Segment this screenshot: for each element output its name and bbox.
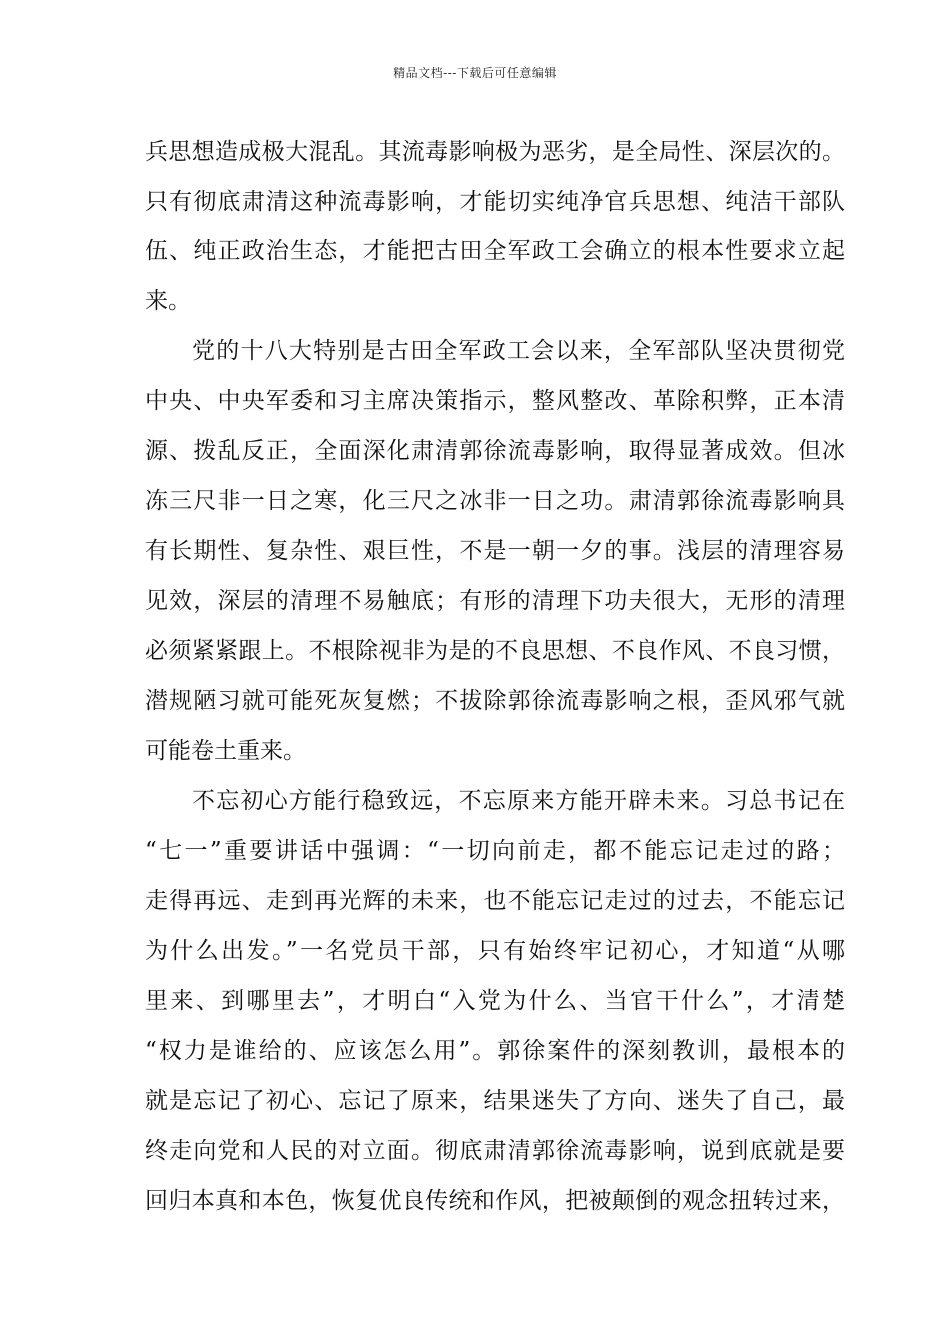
- text-line: 可能卷土重来。: [145, 738, 306, 764]
- text-line: 来。: [145, 288, 191, 314]
- text-line: 有长期性、复杂性、艰巨性，不是一朝一夕的事。浅层的清理容易: [145, 538, 845, 564]
- text-line: 走得再远、走到再光辉的未来，也不能忘记走过的过去，不能忘记: [145, 888, 845, 914]
- text-line: 兵思想造成极大混乱。其流毒影响极为恶劣，是全局性、深层次的。: [145, 139, 845, 165]
- text-line: 源、拨乱反正，全面深化肃清郭徐流毒影响，取得显著成效。但冰: [145, 438, 845, 464]
- text-line: 为什么出发。”一名党员干部，只有始终牢记初心，才知道“从哪: [145, 938, 845, 964]
- text-line: 伍、纯正政治生态，才能把古田全军政工会确立的根本性要求立起: [145, 238, 845, 264]
- text-line: “权力是谁给的、应该怎么用”。郭徐案件的深刻教训，最根本的: [145, 1038, 845, 1064]
- text-line: “七一”重要讲话中强调：“一切向前走，都不能忘记走过的路；: [145, 838, 845, 864]
- text-line: 冻三尺非一日之寒，化三尺之冰非一日之功。肃清郭徐流毒影响具: [145, 488, 845, 514]
- paragraph-first-line: 不忘初心方能行稳致远，不忘原来方能开辟未来。习总书记在: [192, 788, 845, 814]
- text-line: 中央、中央军委和习主席决策指示，整风整改、革除积弊，正本清: [145, 388, 845, 414]
- text-line: 就是忘记了初心、忘记了原来，结果迷失了方向、迷失了自己，最: [145, 1088, 845, 1114]
- text-line: 回归本真和本色，恢复优良传统和作风，把被颠倒的观念扭转过来，: [145, 1188, 845, 1214]
- text-line: 终走向党和人民的对立面。彻底肃清郭徐流毒影响，说到底就是要: [145, 1138, 845, 1164]
- text-line: 必须紧紧跟上。不根除视非为是的不良思想、不良作风、不良习惯，: [145, 638, 845, 664]
- page-header: 精品文档---下载后可任意编辑: [393, 66, 557, 80]
- paragraph-first-line: 党的十八大特别是古田全军政工会以来，全军部队坚决贯彻党: [192, 338, 845, 364]
- text-line: 潜规陋习就可能死灰复燃；不拔除郭徐流毒影响之根，歪风邪气就: [145, 688, 845, 714]
- text-line: 见效，深层的清理不易触底；有形的清理下功夫很大，无形的清理: [145, 588, 845, 614]
- text-line: 只有彻底肃清这种流毒影响，才能切实纯净官兵思想、纯洁干部队: [145, 189, 845, 215]
- text-line: 里来、到哪里去”，才明白“入党为什么、当官干什么”，才清楚: [145, 988, 845, 1014]
